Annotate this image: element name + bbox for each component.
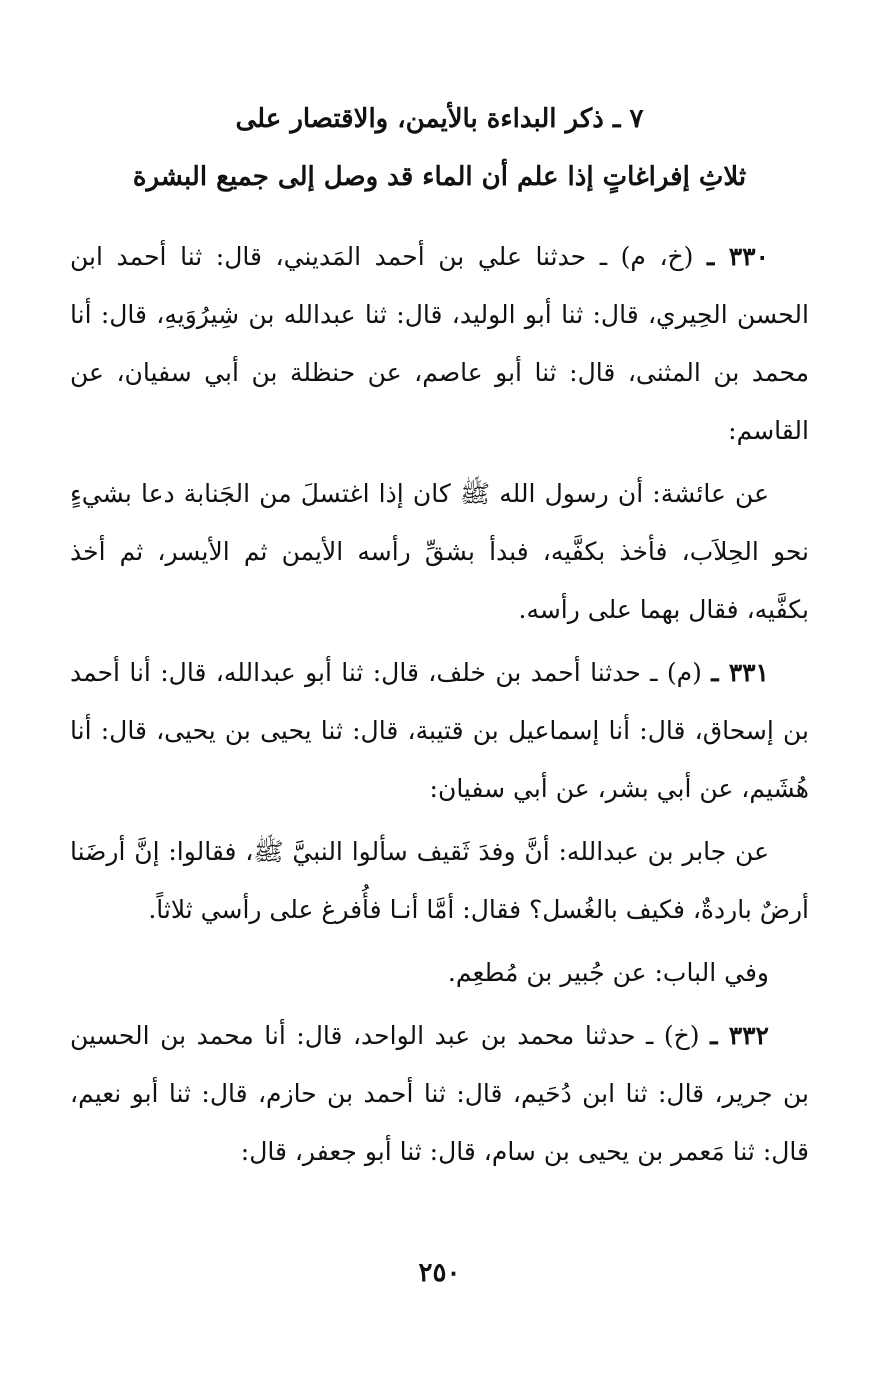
hadith-332-number: ٣٣٢ ـ xyxy=(710,1021,769,1050)
hadith-330-isnad-text: (خ، م) ـ حدثنا علي بن أحمد المَديني، قال: ثنا أحمد ابن الحسن الحِيري، قال: ثنا أبو الوليد، قال: ثنا عبدالله بن شِيرُوَيهِ، قال: أنا محمد بن المثنى، قال: ثنا أبو عاصم، عن حنظلة بن أبي سفيان، عن القاسم: xyxy=(70,242,809,445)
page-number: ٢٥٠ xyxy=(418,1258,461,1288)
chapter-title-line-2: ثلاثِ إفراغاتٍ إذا علم أن الماء قد وصل إلى جميع البشرة xyxy=(132,162,747,192)
hadith-331-bab: وفي الباب: عن جُبير بن مُطعِم. xyxy=(447,958,769,987)
hadith-331-matn: عن جابر بن عبدالله: أنَّ وفدَ ثَقيف سألوا النبيَّ ﷺ، فقالوا: إنَّ أرضَنا أرضٌ باردةٌ، فكيف بالغُسل؟ فقال: أمَّا أنـا فأُفرغ على رأسي ثلاثاً. xyxy=(70,837,809,924)
hadith-331-isnad xyxy=(70,644,809,818)
hadith-332-isnad xyxy=(70,1007,809,1181)
hadith-330-matn: عن عائشة: أن رسول الله ﷺ كان إذا اغتسلَ من الجَنابة دعا بشيءٍ نحو الحِلاَب، فأخذ بكفَّيه، فبدأ بشقِّ رأسه الأيمن ثم الأيسر، ثم أخذ بكفَّيه، فقال بهما على رأسه. xyxy=(70,479,809,624)
hadith-331-isnad-text: (م) ـ حدثنا أحمد بن خلف، قال: ثنا أبو عبدالله، قال: أنا أحمد بن إسحاق، قال: أنا إسماعيل بن قتيبة، قال: ثنا يحيى بن يحيى، قال: أنا هُشَيم، عن أبي بشر، عن أبي سفيان: xyxy=(70,658,809,803)
hadith-330-number: ٣٣٠ ـ xyxy=(707,242,769,271)
hadith-330-isnad xyxy=(70,228,809,460)
hadith-331-number: ٣٣١ ـ xyxy=(711,658,769,687)
hadith-332-isnad-text: (خ) ـ حدثنا محمد بن عبد الواحد، قال: أنا محمد بن الحسين بن جرير، قال: ثنا ابن دُحَيم، قال: ثنا أحمد بن حازم، قال: ثنا أبو نعيم، قال: ثنا مَعمر بن يحيى بن سام، قال: ثنا أبو جعفر، قال: xyxy=(70,1021,809,1166)
page-body xyxy=(70,90,809,1186)
chapter-title xyxy=(70,90,809,206)
chapter-title-line-1: ٧ ـ ذكر البداءة بالأيمن، والاقتصار على xyxy=(235,104,644,134)
